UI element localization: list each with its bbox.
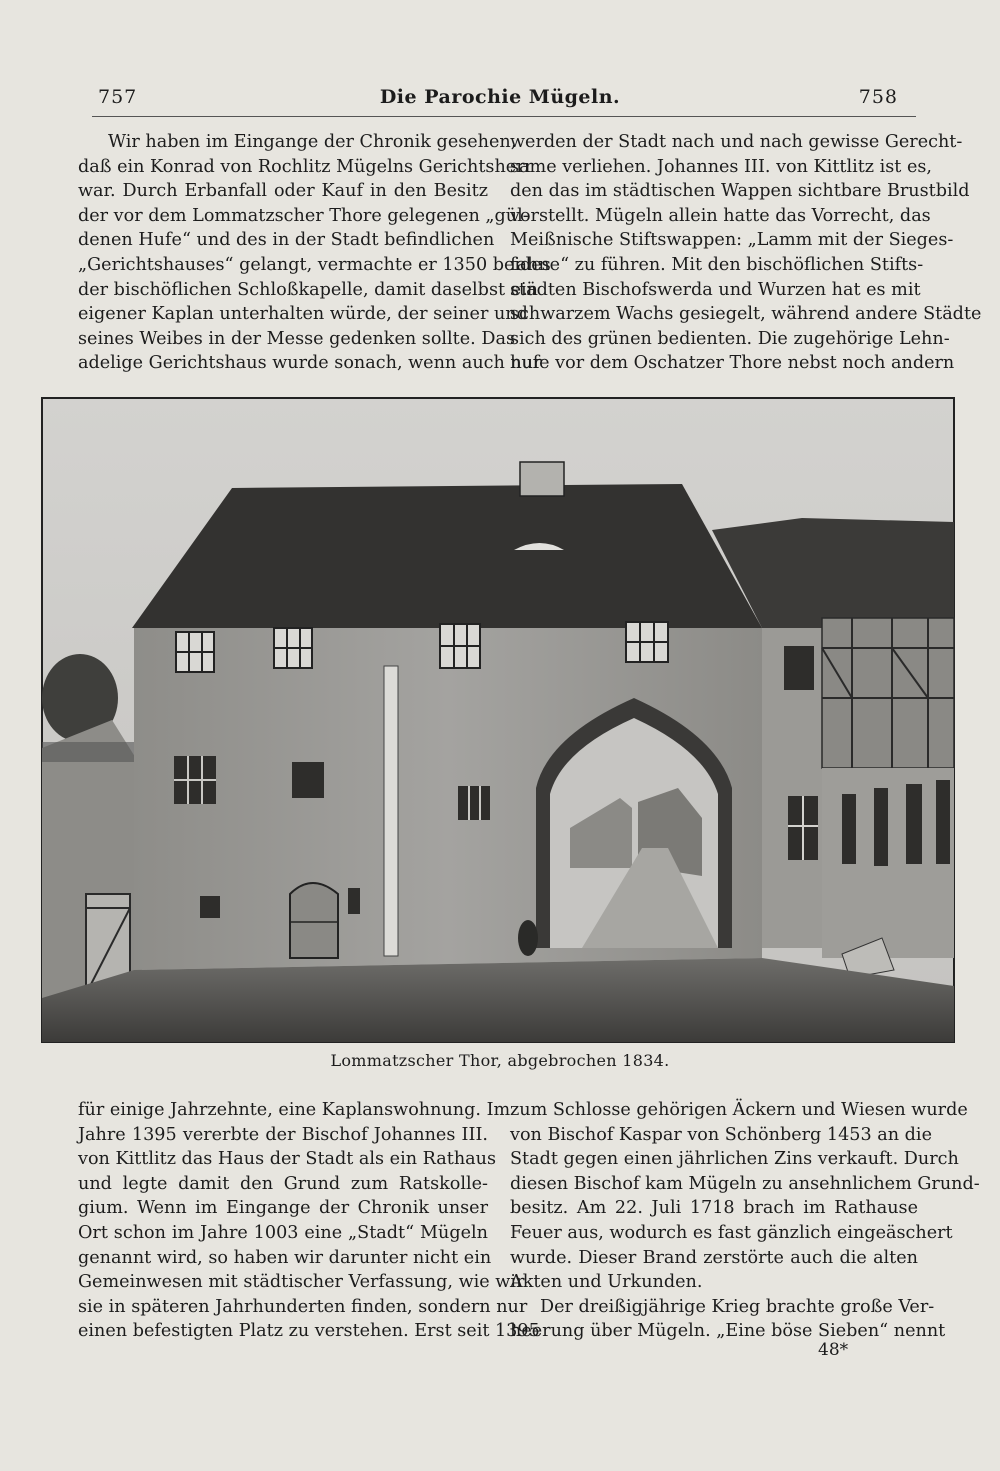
page-number-left: 757: [98, 86, 138, 108]
text-line: der bischöflichen Schloßkapelle, damit daselbst ein: [78, 279, 539, 300]
text-line: Ort schon im Jahre 1003 eine „Stadt“ Mügeln: [78, 1222, 488, 1243]
text-column-bottom-right: [510, 1098, 980, 1344]
text-line: den das im städtischen Wappen sichtbare Brustbild: [510, 181, 970, 202]
text-line: eigener Kaplan unterhalten würde, der seiner und: [78, 304, 528, 325]
text-line: vorstellt. Mügeln allein hatte das Vorrecht, das: [510, 205, 931, 226]
text-line: besitz. Am 22. Juli 1718 brach im Rathause: [510, 1198, 918, 1219]
text-line: „Gerichtshauses“ gelangt, vermachte er 1350 beides: [78, 254, 551, 275]
text-line: schwarzem Wachs gesiegelt, während andere Städte: [510, 304, 982, 325]
text-line: Gemeinwesen mit städtischer Verfassung, wie wir: [78, 1272, 525, 1293]
text-line: Meißnische Stiftswappen: „Lamm mit der Sieges-: [510, 230, 954, 251]
text-line: war. Durch Erbanfall oder Kauf in den Besitz: [78, 181, 488, 202]
text-line: werden der Stadt nach und nach gewisse Gerecht-: [510, 132, 963, 152]
text-line: städten Bischofswerda und Wurzen hat es mit: [510, 279, 921, 300]
text-line: Feuer aus, wodurch es fast gänzlich eingeäschert: [510, 1222, 953, 1243]
text-line: für einige Jahrzehnte, eine Kaplanswohnung. Im: [78, 1100, 511, 1120]
text-line: Jahre 1395 vererbte der Bischof Johannes III.: [78, 1124, 488, 1145]
header-rule: [92, 116, 916, 117]
text-line: same verliehen. Johannes III. von Kittlitz ist es,: [510, 156, 932, 177]
text-line: hufe vor dem Oschatzer Thore nebst noch andern: [510, 353, 955, 374]
text-line: genannt wird, so haben wir darunter nicht ein: [78, 1247, 492, 1268]
text-line: diesen Bischof kam Mügeln zu ansehnlichem Grund-: [510, 1173, 980, 1194]
text-column-top-right: [510, 130, 982, 376]
gate-drawing: [42, 398, 954, 1042]
page-number-right: 758: [858, 86, 898, 108]
text-line: Stadt gegen einen jährlichen Zins verkauft. Durch: [510, 1149, 959, 1170]
text-line: von Kittlitz das Haus der Stadt als ein Rathaus: [78, 1149, 497, 1170]
figure-caption: Lommatzscher Thor, abgebrochen 1834.: [330, 1051, 670, 1070]
text-line: denen Hufe“ und des in der Stadt befindlichen: [78, 230, 495, 251]
illustration-lommatzsch-gate: [42, 398, 954, 1042]
text-column-bottom-left: [78, 1098, 540, 1344]
text-line: sie in späteren Jahrhunderten finden, sondern nur: [78, 1296, 528, 1317]
text-line: seines Weibes in der Messe gedenken sollte. Das: [78, 328, 515, 349]
text-line: sich des grünen bedienten. Die zugehörige Lehn-: [510, 328, 950, 349]
text-line: gium. Wenn im Eingange der Chronik unser: [78, 1198, 488, 1219]
text-line: daß ein Konrad von Rochlitz Mügelns Gerichtsherr: [78, 156, 534, 177]
text-line: wurde. Dieser Brand zerstörte auch die alten: [510, 1247, 918, 1268]
text-line: einen befestigten Platz zu verstehen. Erst seit 1395: [78, 1321, 540, 1342]
text-line: Der dreißigjährige Krieg brachte große Ver-: [540, 1296, 935, 1317]
text-line: Akten und Urkunden.: [510, 1272, 703, 1293]
text-line: Wir haben im Eingange der Chronik gesehen,: [108, 132, 517, 152]
text-column-top-left: [78, 130, 551, 376]
text-line: adelige Gerichtshaus wurde sonach, wenn auch nur: [78, 353, 542, 374]
signature-mark: 48*: [818, 1340, 849, 1360]
text-line: der vor dem Lommatzscher Thore gelegenen „gül-: [78, 205, 529, 226]
running-header: [80, 86, 920, 116]
text-line: von Bischof Kaspar von Schönberg 1453 an die: [510, 1124, 932, 1145]
text-line: und legte damit den Grund zum Ratskolle-: [78, 1173, 488, 1194]
text-line: fahne“ zu führen. Mit den bischöflichen Stifts-: [510, 254, 924, 275]
text-line: heerung über Mügeln. „Eine böse Sieben“ nennt: [510, 1321, 946, 1342]
running-title: Die Parochie Mügeln.: [379, 86, 621, 108]
text-line: zum Schlosse gehörigen Äckern und Wiesen wurde: [510, 1100, 968, 1120]
